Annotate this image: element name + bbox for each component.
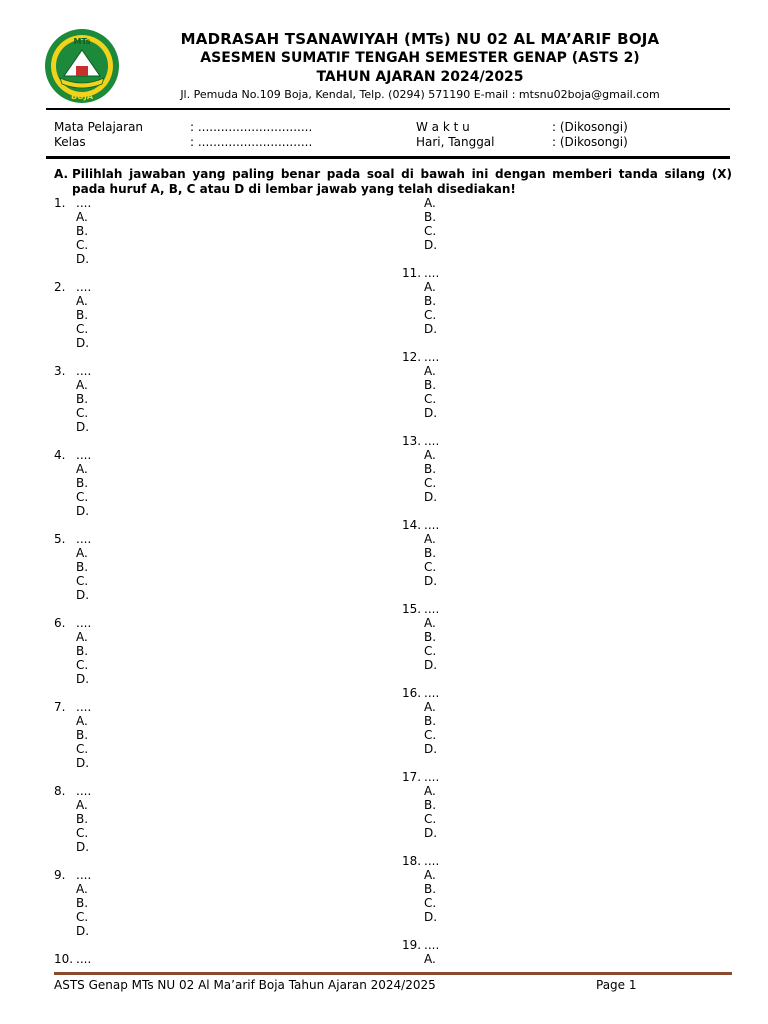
answer-option — [54, 378, 384, 392]
spacer — [54, 938, 384, 952]
option-label: D. — [424, 490, 438, 504]
question-text: .... — [76, 616, 92, 630]
option-label: D. — [424, 238, 438, 252]
option-label: C. — [424, 308, 437, 322]
option-label: B. — [424, 630, 437, 644]
answer-option — [402, 574, 732, 588]
question-item — [54, 952, 384, 966]
option-label: A. — [424, 196, 436, 210]
option-label: A. — [76, 630, 88, 644]
question-number: 12. — [402, 350, 422, 364]
answer-option — [54, 882, 384, 896]
question-text: .... — [76, 868, 92, 882]
answer-option — [54, 392, 384, 406]
option-label: A. — [76, 210, 88, 224]
option-label: A. — [76, 546, 88, 560]
school-emblem-icon — [44, 28, 120, 104]
option-label: A. — [76, 714, 88, 728]
option-label: B. — [424, 882, 437, 896]
spacer — [402, 504, 732, 518]
question-item — [54, 364, 384, 378]
spacer — [402, 672, 732, 686]
question-number: 10. — [54, 952, 74, 966]
answer-option — [402, 280, 732, 294]
question-text: .... — [424, 686, 440, 700]
question-text: .... — [76, 700, 92, 714]
answer-option — [402, 896, 732, 910]
answer-option — [54, 658, 384, 672]
answer-option — [54, 336, 384, 350]
option-label: C. — [76, 742, 89, 756]
option-label: B. — [76, 896, 89, 910]
answer-option — [54, 910, 384, 924]
option-label: C. — [76, 658, 89, 672]
option-label: B. — [76, 728, 89, 742]
answer-option — [402, 658, 732, 672]
option-label: B. — [424, 714, 437, 728]
answer-option — [54, 420, 384, 434]
spacer — [54, 350, 384, 364]
answer-option — [402, 644, 732, 658]
question-text: .... — [424, 350, 440, 364]
question-text: .... — [76, 448, 92, 462]
answer-option — [54, 406, 384, 420]
answer-option — [402, 826, 732, 840]
answer-option — [54, 546, 384, 560]
class-label: Kelas — [54, 135, 86, 149]
option-label: A. — [76, 294, 88, 308]
answer-option — [54, 840, 384, 854]
logo-text-top: MTs — [73, 37, 91, 46]
option-label: D. — [424, 406, 438, 420]
date-value: : (Dikosongi) — [552, 135, 628, 149]
option-label: C. — [76, 574, 89, 588]
question-item — [54, 700, 384, 714]
logo-text-bottom: BOJA — [70, 92, 94, 101]
question-number: 8. — [54, 784, 66, 798]
option-label: A. — [424, 448, 436, 462]
option-label: D. — [76, 336, 90, 350]
option-label: D. — [76, 840, 90, 854]
option-label: A. — [76, 798, 88, 812]
question-text: .... — [76, 952, 92, 966]
spacer — [54, 854, 384, 868]
question-item — [54, 448, 384, 462]
answer-option — [54, 308, 384, 322]
option-label: A. — [424, 532, 436, 546]
option-label: C. — [424, 224, 437, 238]
footer-divider — [54, 972, 732, 975]
option-label: D. — [424, 574, 438, 588]
question-item — [402, 434, 732, 448]
option-label: D. — [76, 420, 90, 434]
answer-option — [54, 728, 384, 742]
answer-option — [402, 882, 732, 896]
question-text: .... — [424, 602, 440, 616]
option-label: A. — [424, 784, 436, 798]
answer-option — [402, 392, 732, 406]
info-divider — [46, 156, 730, 159]
option-label: C. — [424, 392, 437, 406]
option-label: D. — [76, 756, 90, 770]
answer-option — [402, 952, 732, 966]
footer-exam-info: ASTS Genap MTs NU 02 Al Ma’arif Boja Tahun Ajaran 2024/2025 — [54, 978, 436, 992]
question-item — [402, 686, 732, 700]
option-label: A. — [76, 882, 88, 896]
spacer — [402, 420, 732, 434]
questions-right-column — [402, 196, 732, 966]
instruction-text: Pilihlah jawaban yang paling benar pada soal di bawah ini dengan memberi tanda silang (X) pada huruf A, B, C atau D di lembar jawab yang telah disediakan! — [72, 167, 732, 196]
answer-option — [402, 210, 732, 224]
answer-option — [402, 812, 732, 826]
spacer — [54, 434, 384, 448]
answer-option — [402, 868, 732, 882]
answer-option — [54, 826, 384, 840]
spacer — [54, 602, 384, 616]
question-text: .... — [76, 196, 92, 210]
spacer — [402, 336, 732, 350]
question-text: .... — [424, 434, 440, 448]
option-label: B. — [76, 476, 89, 490]
option-label: C. — [424, 560, 437, 574]
answer-option — [54, 756, 384, 770]
option-label: D. — [424, 322, 438, 336]
option-label: A. — [424, 700, 436, 714]
question-number: 15. — [402, 602, 422, 616]
option-label: B. — [424, 294, 437, 308]
answer-option — [54, 896, 384, 910]
question-text: .... — [424, 518, 440, 532]
spacer — [402, 252, 732, 266]
question-item — [54, 532, 384, 546]
option-label: D. — [424, 826, 438, 840]
answer-option — [402, 532, 732, 546]
question-text: .... — [424, 854, 440, 868]
option-label: B. — [76, 308, 89, 322]
option-label: A. — [76, 462, 88, 476]
option-label: C. — [76, 490, 89, 504]
option-label: B. — [424, 210, 437, 224]
question-number: 14. — [402, 518, 422, 532]
question-item — [54, 868, 384, 882]
option-label: C. — [76, 238, 89, 252]
answer-option — [402, 378, 732, 392]
question-number: 9. — [54, 868, 66, 882]
question-item — [54, 616, 384, 630]
answer-option — [54, 742, 384, 756]
answer-option — [402, 294, 732, 308]
option-label: C. — [424, 812, 437, 826]
option-label: C. — [76, 910, 89, 924]
question-item — [54, 784, 384, 798]
option-label: D. — [424, 658, 438, 672]
subject-value: : .............................. — [190, 120, 313, 134]
option-label: A. — [424, 364, 436, 378]
answer-option — [402, 476, 732, 490]
answer-option — [54, 798, 384, 812]
option-label: A. — [424, 616, 436, 630]
option-label: A. — [76, 378, 88, 392]
answer-option — [54, 238, 384, 252]
answer-option — [402, 546, 732, 560]
option-label: C. — [76, 322, 89, 336]
class-value: : .............................. — [190, 135, 313, 149]
answer-option — [402, 560, 732, 574]
answer-option — [402, 322, 732, 336]
option-label: D. — [424, 910, 438, 924]
question-number: 18. — [402, 854, 422, 868]
exam-title: ASESMEN SUMATIF TENGAH SEMESTER GENAP (ASTS 2) — [200, 50, 640, 66]
spacer — [402, 588, 732, 602]
answer-option — [402, 308, 732, 322]
spacer — [402, 756, 732, 770]
answer-option — [402, 448, 732, 462]
answer-option — [402, 616, 732, 630]
question-number: 2. — [54, 280, 66, 294]
page-number: Page 1 — [596, 978, 637, 992]
answer-option — [402, 490, 732, 504]
question-number: 11. — [402, 266, 422, 280]
answer-option — [54, 504, 384, 518]
option-label: A. — [424, 280, 436, 294]
time-value: : (Dikosongi) — [552, 120, 628, 134]
answer-option — [54, 644, 384, 658]
answer-option — [54, 560, 384, 574]
option-label: C. — [424, 896, 437, 910]
date-label: Hari, Tanggal — [416, 135, 495, 149]
option-label: B. — [424, 798, 437, 812]
spacer — [54, 686, 384, 700]
option-label: B. — [76, 560, 89, 574]
option-label: D. — [76, 588, 90, 602]
question-item — [54, 280, 384, 294]
question-number: 17. — [402, 770, 422, 784]
option-label: D. — [76, 924, 90, 938]
answer-option — [54, 924, 384, 938]
answer-option — [402, 364, 732, 378]
question-item — [402, 770, 732, 784]
option-label: D. — [76, 672, 90, 686]
option-label: B. — [424, 462, 437, 476]
option-label: C. — [424, 476, 437, 490]
option-label: A. — [424, 868, 436, 882]
spacer — [54, 770, 384, 784]
option-label: B. — [76, 392, 89, 406]
answer-option — [402, 224, 732, 238]
answer-option — [402, 630, 732, 644]
spacer — [402, 840, 732, 854]
question-item — [402, 602, 732, 616]
instruction-section-letter: A. — [54, 167, 69, 181]
question-text: .... — [76, 280, 92, 294]
option-label: D. — [424, 742, 438, 756]
question-number: 1. — [54, 196, 66, 210]
answer-option — [402, 728, 732, 742]
question-item — [402, 854, 732, 868]
option-label: D. — [76, 252, 90, 266]
option-label: B. — [76, 812, 89, 826]
option-label: B. — [424, 546, 437, 560]
answer-option — [54, 322, 384, 336]
option-label: B. — [76, 224, 89, 238]
answer-option — [54, 210, 384, 224]
question-number: 19. — [402, 938, 422, 952]
option-label: C. — [76, 826, 89, 840]
question-text: .... — [76, 532, 92, 546]
school-name: MADRASAH TSANAWIYAH (MTs) NU 02 AL MA’ARIF BOJA — [180, 30, 660, 48]
answer-option — [402, 798, 732, 812]
answer-option — [54, 672, 384, 686]
option-label: A. — [424, 952, 436, 966]
question-number: 13. — [402, 434, 422, 448]
option-label: B. — [76, 644, 89, 658]
questions-left-column — [54, 196, 384, 966]
question-number: 6. — [54, 616, 66, 630]
answer-option — [54, 588, 384, 602]
answer-option — [402, 910, 732, 924]
question-item — [402, 266, 732, 280]
answer-option — [402, 700, 732, 714]
option-label: B. — [424, 378, 437, 392]
spacer — [54, 518, 384, 532]
option-label: D. — [76, 504, 90, 518]
question-text: .... — [424, 266, 440, 280]
answer-option — [54, 574, 384, 588]
question-number: 4. — [54, 448, 66, 462]
answer-option — [402, 238, 732, 252]
subject-label: Mata Pelajaran — [54, 120, 144, 134]
question-text: .... — [424, 938, 440, 952]
question-number: 7. — [54, 700, 66, 714]
question-item — [402, 518, 732, 532]
time-label: W a k t u — [416, 120, 470, 134]
answer-option — [54, 224, 384, 238]
question-item — [402, 350, 732, 364]
header-divider — [46, 108, 730, 110]
spacer — [54, 266, 384, 280]
answer-option — [402, 714, 732, 728]
question-item — [54, 196, 384, 210]
answer-option — [402, 462, 732, 476]
answer-option — [402, 406, 732, 420]
answer-option — [54, 812, 384, 826]
answer-option — [54, 630, 384, 644]
answer-option — [402, 742, 732, 756]
question-text: .... — [424, 770, 440, 784]
spacer — [402, 924, 732, 938]
answer-option — [54, 490, 384, 504]
answer-option — [402, 196, 732, 210]
question-number: 3. — [54, 364, 66, 378]
answer-option — [54, 252, 384, 266]
option-label: C. — [424, 644, 437, 658]
answer-option — [54, 294, 384, 308]
question-text: .... — [76, 784, 92, 798]
question-text: .... — [76, 364, 92, 378]
option-label: C. — [76, 406, 89, 420]
answer-option — [54, 714, 384, 728]
answer-option — [54, 476, 384, 490]
academic-year: TAHUN AJARAN 2024/2025 — [316, 69, 524, 85]
question-item — [402, 938, 732, 952]
option-label: C. — [424, 728, 437, 742]
question-number: 16. — [402, 686, 422, 700]
answer-option — [402, 784, 732, 798]
answer-option — [54, 462, 384, 476]
school-address: Jl. Pemuda No.109 Boja, Kendal, Telp. (0294) 571190 E-mail : mtsnu02boja@gmail.com — [180, 88, 660, 101]
question-number: 5. — [54, 532, 66, 546]
